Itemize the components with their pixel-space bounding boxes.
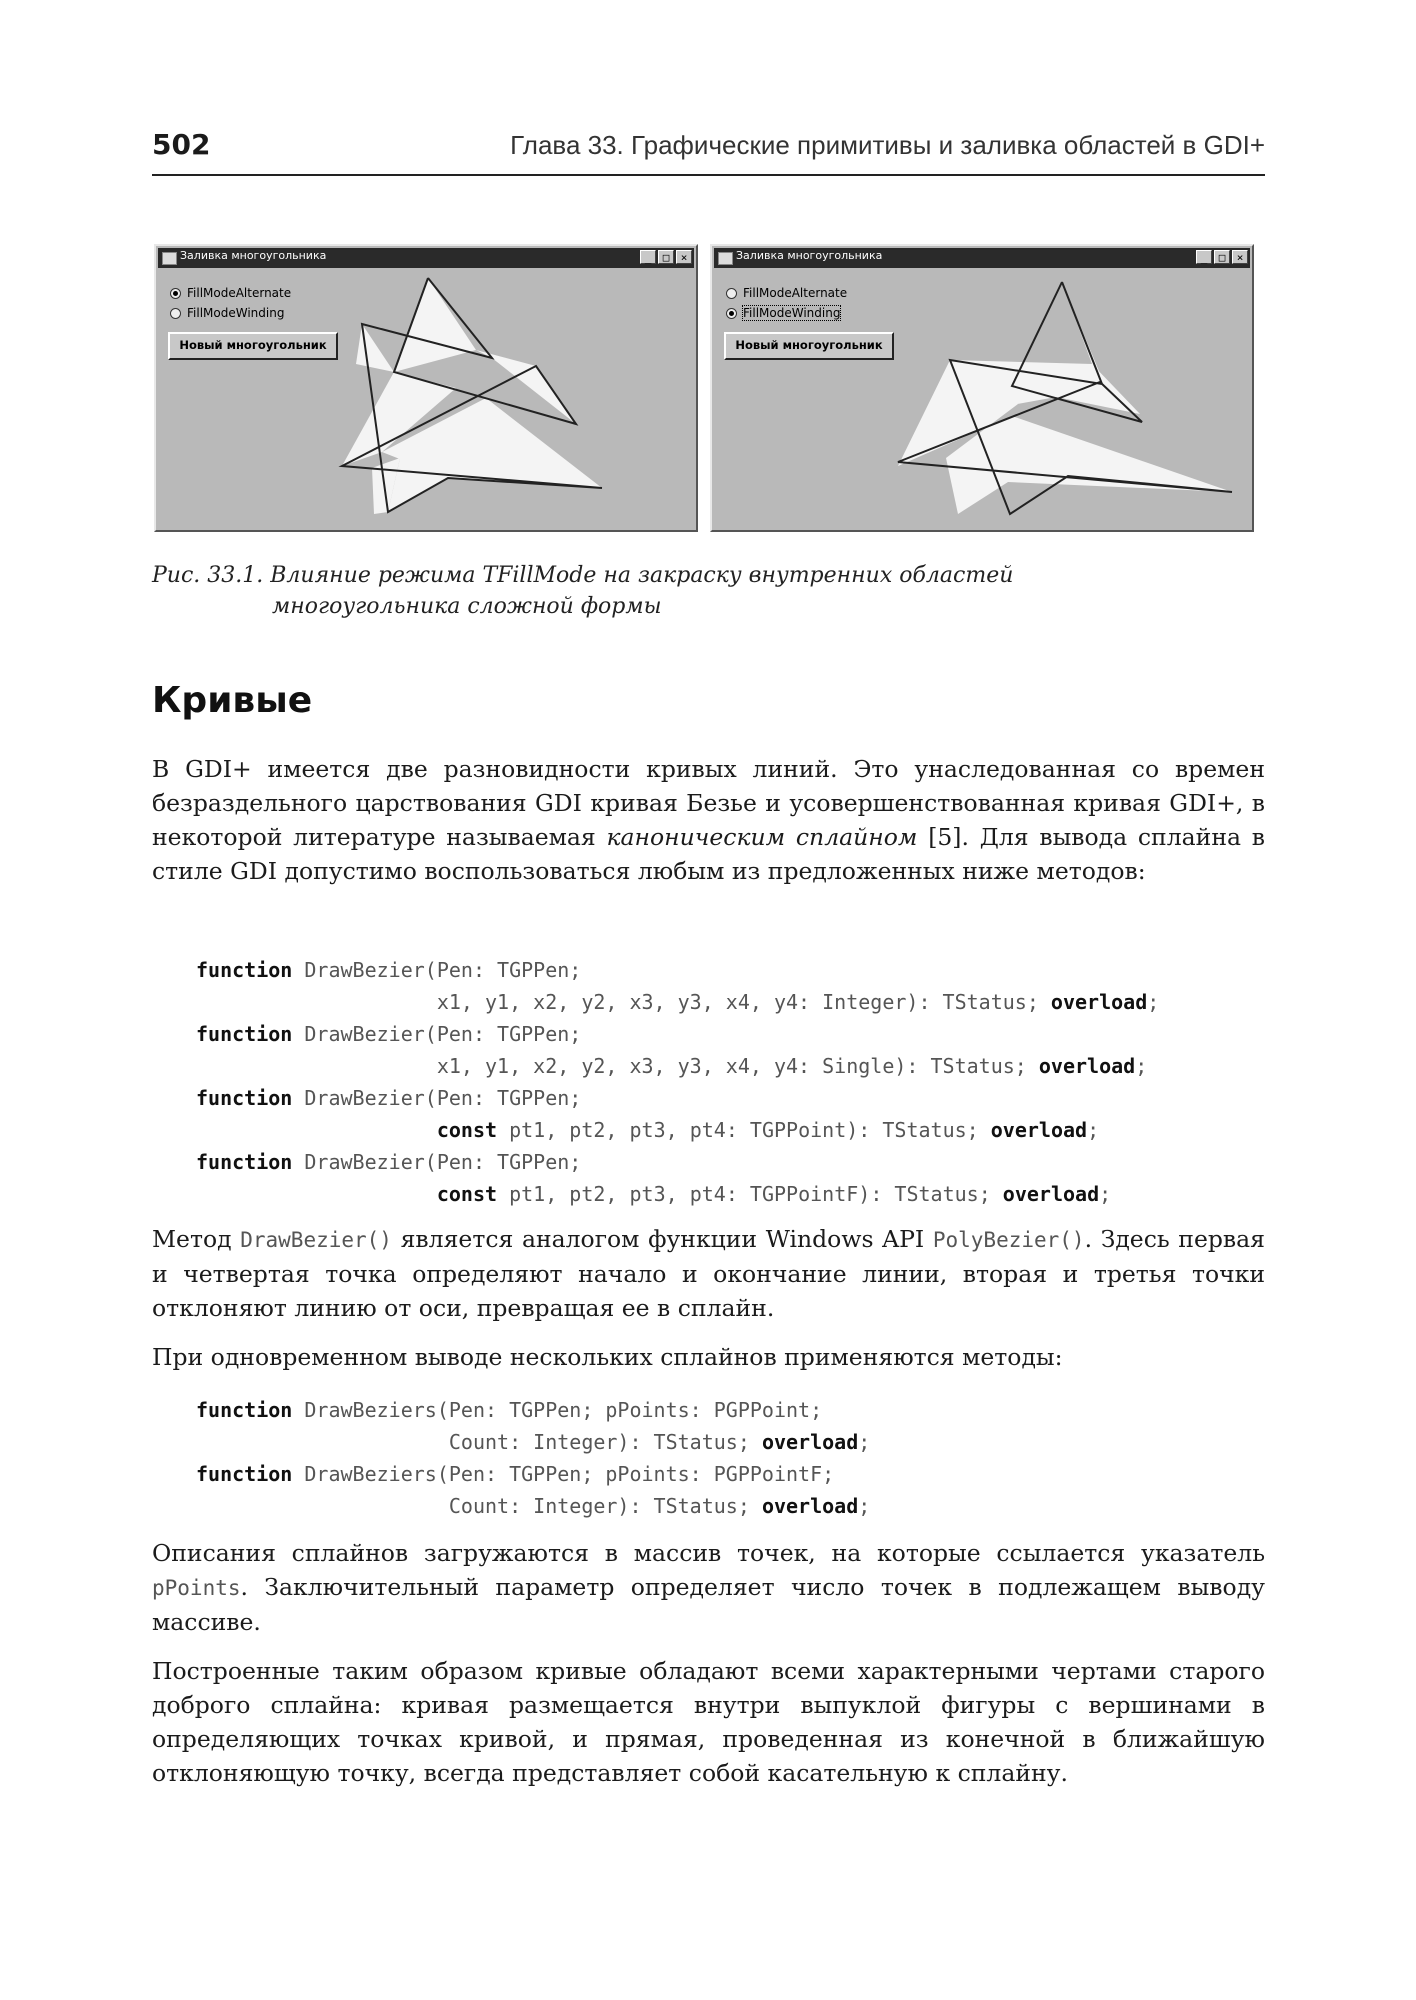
paragraph-spline: Построенные таким образом кривые обладают всеми характерными чертами старого доброго сплайна: кривая размещается внутри выпуклой фигуры с вершинами в определяющих точках кривой, и прямая, проведенная из конечной в ближайшую отклоняющую точку, всегда представляет собой касательную к сплайну. (152, 1657, 1265, 1787)
fill-window-alternate (154, 244, 698, 532)
new-polygon-button[interactable]: Новый многоугольник (724, 332, 894, 360)
term-emphasis: каноническим сплайном (606, 823, 918, 851)
inline-code: DrawBezier() (240, 1228, 392, 1252)
code-keyword: overload (1050, 990, 1148, 1014)
code-keyword: overload (761, 1494, 859, 1518)
code-text (196, 1182, 437, 1206)
radio-label: FillModeAlternate (743, 286, 848, 300)
radio-label: FillModeAlternate (187, 286, 292, 300)
code-keyword: function (196, 958, 293, 982)
code-text: ; (1147, 990, 1160, 1014)
code-text: pt1, pt2, pt3, pt4: TGPPointF): TStatus; (497, 1182, 1003, 1206)
code-text: pt1, pt2, pt3, pt4: TGPPoint): TStatus; (497, 1118, 991, 1142)
code-text: ; (1135, 1054, 1148, 1078)
text-run: В GDI+ имеется две разновидности кривых линий. Это унаследованная со времен безраздельного царствования GDI кривая Безье и усовершенствованная кривая GDI+, в некоторой литературе называемая (152, 755, 1265, 851)
code-line (196, 1462, 834, 1486)
fill-window-winding (710, 244, 1254, 532)
code-text (196, 1118, 437, 1142)
paragraph-methods: При одновременном выводе нескольких сплайнов применяются методы: (152, 1343, 1063, 1371)
polygon-drawing-alternate (156, 246, 696, 530)
code-line (196, 1398, 822, 1422)
code-block-drawbezier (196, 954, 1256, 1210)
code-line (196, 1086, 581, 1110)
code-keyword: function (196, 1462, 293, 1486)
text-run: [5]. Для вывода сплайна в стиле GDI допустимо воспользоваться любым из предложенных ниже методов: (152, 823, 1265, 885)
paragraph-ppoints (152, 1536, 1265, 1639)
maximize-button[interactable]: □ (1214, 250, 1230, 264)
paragraph-intro (152, 752, 1265, 888)
code-keyword: overload (1038, 1054, 1136, 1078)
page-number: 502 (152, 128, 211, 161)
close-button[interactable]: × (1232, 250, 1248, 264)
paragraph-drawbezier (152, 1222, 1265, 1325)
code-line (196, 1118, 1099, 1142)
polygon-drawing-winding (712, 246, 1252, 530)
code-line (196, 1150, 581, 1174)
radio-label: FillModeWinding (743, 306, 841, 320)
code-keyword: function (196, 1086, 293, 1110)
page-header (152, 124, 1265, 176)
new-polygon-button[interactable]: Новый многоугольник (168, 332, 338, 360)
code-keyword: const (436, 1118, 498, 1142)
text-run: является аналогом функции Windows API (391, 1225, 933, 1253)
section-title: Кривые (152, 680, 313, 721)
polygon-region (394, 278, 476, 372)
code-keyword: function (196, 1398, 293, 1422)
code-text: x1, y1, x2, y2, x3, y3, x4, y4: Single): TStatus; (196, 1054, 1039, 1078)
inline-code: pPoints (152, 1576, 241, 1600)
maximize-button[interactable]: □ (658, 250, 674, 264)
code-keyword: overload (761, 1430, 859, 1454)
text-run: Описания сплайнов загружаются в массив точек, на которые ссылается указатель (152, 1539, 1265, 1567)
radio-label: FillModeWinding (187, 306, 285, 320)
code-line (196, 958, 581, 982)
window-title: Заливка многоугольника (736, 249, 883, 262)
code-line (196, 1182, 1111, 1206)
code-text: Count: Integer): TStatus; (196, 1494, 762, 1518)
code-keyword: overload (990, 1118, 1088, 1142)
code-keyword: const (436, 1182, 498, 1206)
code-keyword: function (196, 1022, 293, 1046)
code-text: DrawBeziers(Pen: TGPPen; pPoints: PGPPoint; (292, 1398, 823, 1422)
code-text: DrawBezier(Pen: TGPPen; (292, 1150, 582, 1174)
text-run: . Заключительный параметр определяет число точек в подлежащем выводу массиве. (152, 1573, 1265, 1636)
code-text: DrawBezier(Pen: TGPPen; (292, 1086, 582, 1110)
window-title: Заливка многоугольника (180, 249, 327, 262)
code-keyword: function (196, 1150, 293, 1174)
code-block-drawbeziers (196, 1394, 1256, 1522)
code-text: DrawBezier(Pen: TGPPen; (292, 958, 582, 982)
code-text: ; (858, 1494, 871, 1518)
code-text: ; (858, 1430, 871, 1454)
code-text: Count: Integer): TStatus; (196, 1430, 762, 1454)
text-run: Метод (152, 1225, 241, 1253)
code-text: ; (1099, 1182, 1112, 1206)
minimize-button[interactable]: _ (640, 250, 656, 264)
code-line (196, 1054, 1147, 1078)
code-line (196, 1430, 870, 1454)
code-text: ; (1087, 1118, 1100, 1142)
text-run: . Здесь первая и четвертая точка определяют начало и окончание линии, вторая и третья точки отклоняют линию от оси, превращая ее в сплайн. (152, 1225, 1265, 1322)
figure-caption (152, 560, 1265, 622)
code-line (196, 1022, 581, 1046)
code-text: DrawBezier(Pen: TGPPen; (292, 1022, 582, 1046)
close-button[interactable]: × (676, 250, 692, 264)
code-line (196, 1494, 870, 1518)
code-keyword: overload (1002, 1182, 1100, 1206)
minimize-button[interactable]: _ (1196, 250, 1212, 264)
caption-line: многоугольника сложной формы (272, 594, 662, 619)
code-line (196, 990, 1159, 1014)
caption-line: Рис. 33.1. Влияние режима TFillMode на закраску внутренних областей (152, 563, 1014, 588)
inline-code: PolyBezier() (932, 1228, 1085, 1252)
running-head: Глава 33. Графические примитивы и заливка областей в GDI+ (510, 130, 1265, 160)
code-text: DrawBeziers(Pen: TGPPen; pPoints: PGPPointF; (292, 1462, 835, 1486)
code-text: x1, y1, x2, y2, x3, y3, x4, y4: Integer): TStatus; (196, 990, 1051, 1014)
